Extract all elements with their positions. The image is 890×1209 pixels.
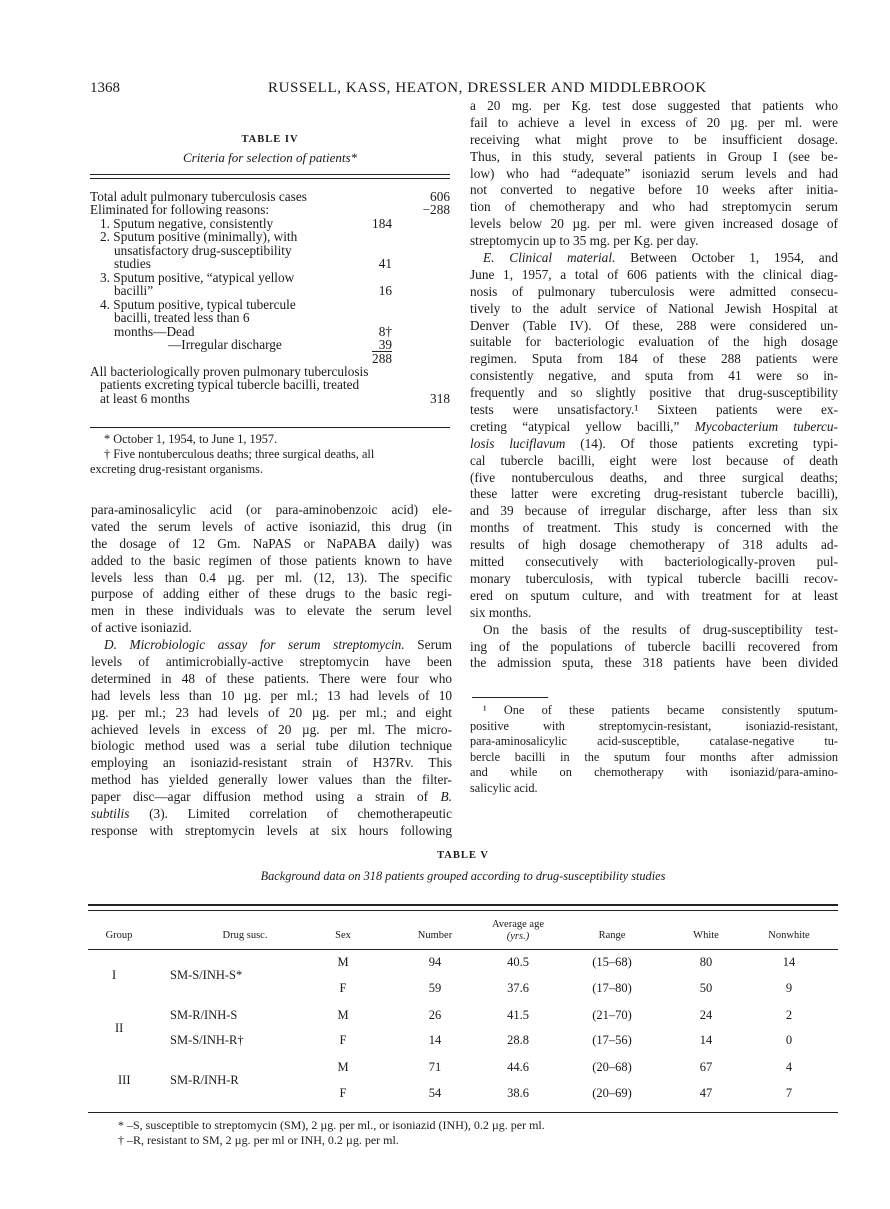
subtotal-value: 8† bbox=[378, 323, 392, 339]
text-line: para-aminosalicylic acid-susceptible, catalase-negative tu- bbox=[470, 734, 838, 749]
text-line: employing an isoniazid-resistant strain of H37Rv. This bbox=[91, 755, 452, 771]
text-line: vated the serum levels of active isoniazid, this drug (in bbox=[91, 518, 452, 534]
text-line: para-aminosalicylic acid (or para-aminobenzoic acid) ele- bbox=[91, 502, 452, 517]
table-row bbox=[90, 338, 450, 352]
cell-avg-age: 41.5 bbox=[507, 1008, 529, 1022]
cell-avg-age: 28.8 bbox=[507, 1033, 529, 1047]
text-line: the admission sputa, these 318 patients have been divided bbox=[470, 655, 838, 671]
text-line: regimen. Sputa from 184 of these 288 patients were bbox=[470, 351, 838, 367]
text-line: fail to achieve a level in excess of 20 µg. per ml. were bbox=[470, 114, 838, 130]
table-iv-caption: Criteria for selection of patients* bbox=[182, 150, 358, 165]
col-header-nonwhite: Nonwhite bbox=[768, 930, 810, 941]
text: Serum bbox=[404, 637, 453, 653]
text-line: tively to the adult service of National Jewish Hospital at bbox=[470, 300, 838, 316]
italic-text: D. Microbiologic assay for serum streptomycin. bbox=[104, 637, 405, 653]
subtotal-value: 288 bbox=[372, 351, 392, 367]
cell-avg-age: 38.6 bbox=[507, 1086, 529, 1100]
cell-nonwhite: 4 bbox=[785, 1060, 793, 1074]
text-line: ered on sputum culture, and with treatment for at least bbox=[470, 587, 838, 603]
subtotal-value: 184 bbox=[372, 215, 392, 231]
drug-susceptibility: SM-S/INH-R† bbox=[170, 1033, 244, 1047]
text-line bbox=[91, 789, 452, 806]
cell-white: 24 bbox=[699, 1008, 713, 1022]
text-line: tion of chemotherapy and who had streptomycin serum bbox=[470, 199, 838, 215]
italic-text: E. Clinical material. bbox=[483, 250, 616, 266]
text-line: Denver (Table IV). Of these, 288 were considered un- bbox=[470, 317, 838, 333]
cell-nonwhite: 14 bbox=[782, 955, 796, 969]
cell-sex: M bbox=[337, 1060, 349, 1074]
cell-number: 71 bbox=[428, 1060, 442, 1074]
italic-text: B. bbox=[440, 789, 452, 805]
text-line: frequently and so slightly positive that drug-susceptibility bbox=[470, 385, 838, 401]
cell-nonwhite: 7 bbox=[785, 1086, 793, 1100]
table-v-footnotes bbox=[118, 1118, 545, 1147]
row-label: Eliminated for following reasons: bbox=[90, 202, 270, 218]
paragraph bbox=[470, 703, 838, 797]
cell-nonwhite: 2 bbox=[785, 1008, 793, 1022]
text-line: months of treatment. This study is concerned with the bbox=[470, 520, 838, 536]
text-line: µg. per ml.; 23 had levels of 20 µg. per ml.; and eight bbox=[91, 704, 452, 720]
drug-susceptibility: SM-R/INH-R bbox=[170, 1073, 239, 1087]
cell-range: (15–68) bbox=[592, 955, 632, 969]
cell-avg-age: 37.6 bbox=[507, 981, 529, 995]
col-header-group: Group bbox=[105, 930, 133, 941]
paragraph bbox=[470, 250, 838, 622]
cell-sex: F bbox=[339, 981, 347, 995]
italic-text: losis luciflavum bbox=[470, 435, 566, 451]
text-line: achieved levels in excess of 20 µg. per ml. The micro- bbox=[91, 721, 452, 737]
table-iv-label: TABLE IV bbox=[241, 134, 299, 145]
cell-nonwhite: 0 bbox=[785, 1033, 793, 1047]
paragraph bbox=[470, 622, 838, 673]
table-v-bottom-rule bbox=[88, 1112, 838, 1113]
total-value: 606 bbox=[430, 189, 450, 204]
table-row bbox=[90, 392, 450, 406]
row-label: —Irregular discharge bbox=[168, 336, 282, 352]
table-v-top-rule-2 bbox=[88, 910, 838, 911]
cell-sex: F bbox=[339, 1086, 347, 1100]
text-line: ¹ One of these patients became consistently sputum- bbox=[483, 703, 838, 717]
text-line: bercle bacilli in the sputum four months after admission bbox=[470, 749, 838, 764]
text-line: (five nontuberculous deaths, and three surgical deaths; bbox=[470, 469, 838, 485]
text-line: levels of antimicrobially-active streptomycin have been bbox=[91, 654, 452, 670]
text-line: not converted to negative before 10 weeks after initia- bbox=[470, 182, 838, 198]
row-label: at least 6 months bbox=[100, 390, 190, 406]
row-label: 4. Sputum positive, typical tubercule bbox=[100, 296, 296, 312]
footnote: * –S, susceptible to streptomycin (SM), 2 µg. per ml., or isoniazid (INH), 0.2 µg. per ml. bbox=[118, 1118, 545, 1132]
table-v-label: TABLE V bbox=[437, 850, 489, 861]
subtotal-value: 41 bbox=[378, 256, 392, 272]
col-header-number: Number bbox=[417, 930, 453, 941]
text-line: had levels less than 10 µg. per ml.; 13 had levels of 10 bbox=[91, 687, 452, 703]
cell-range: (21–70) bbox=[592, 1008, 632, 1022]
col-header-range: Range bbox=[598, 930, 626, 941]
table-iv-bottom-rule bbox=[90, 427, 450, 428]
subtotal-value: 39 bbox=[378, 336, 392, 352]
cell-sex: M bbox=[337, 1008, 349, 1022]
group-label: I bbox=[112, 968, 117, 982]
running-title: RUSSELL, KASS, HEATON, DRESSLER AND MIDDLEBROOK bbox=[268, 80, 707, 96]
table-v-header-rule bbox=[88, 949, 838, 950]
text-line: method has yielded generally lower values than the filter- bbox=[91, 772, 452, 788]
text-line: men in these individuals was to elevate the serum level bbox=[91, 603, 452, 619]
text-line: levels below 20 µg. per ml. were given increased dosage of bbox=[470, 216, 838, 232]
total-value: −288 bbox=[422, 202, 450, 218]
text-line: receiving what might prove to be insufficient dosage. bbox=[470, 131, 838, 147]
text-line: consistently negative, and sputa from 41 were so in- bbox=[470, 368, 838, 384]
row-label: Total adult pulmonary tuberculosis cases bbox=[90, 189, 307, 204]
footnote: excreting drug-resistant organisms. bbox=[90, 462, 263, 476]
cell-white: 47 bbox=[699, 1086, 713, 1100]
cell-white: 14 bbox=[699, 1033, 713, 1047]
text-line: results of high dosage chemotherapy of 318 adults ad- bbox=[470, 537, 838, 553]
footnote: * October 1, 1954, to June 1, 1957. bbox=[104, 432, 278, 446]
paragraph bbox=[91, 502, 452, 637]
text-line bbox=[91, 806, 452, 823]
footnote: † –R, resistant to SM, 2 µg. per ml or INH, 0.2 µg. per ml. bbox=[118, 1132, 399, 1147]
text-line bbox=[470, 419, 838, 436]
col-header-sex: Sex bbox=[335, 930, 351, 941]
text-line: and 39 because of irregular discharge, after less than six bbox=[470, 503, 838, 519]
drug-susceptibility: SM-R/INH-S bbox=[170, 1008, 238, 1022]
footnote: † Five nontuberculous deaths; three surgical deaths, all bbox=[104, 447, 375, 461]
text-line: six months. bbox=[470, 604, 532, 620]
cell-sex: F bbox=[339, 1033, 347, 1047]
paragraph bbox=[470, 98, 838, 250]
row-label: studies bbox=[114, 256, 151, 272]
text-line: and while on chemotherapy with isoniazid/para-amino- bbox=[470, 765, 838, 780]
row-label: bacilli” bbox=[114, 283, 154, 299]
col-header-white: White bbox=[693, 930, 719, 941]
text-line: the dosage of 12 Gm. NaPAS or NaPABA daily) was bbox=[91, 535, 452, 551]
text-line: ing of the populations of tubercle bacilli recovered from bbox=[470, 638, 838, 654]
cell-white: 67 bbox=[699, 1060, 713, 1074]
table-iv-top-rule-2 bbox=[90, 178, 450, 179]
cell-range: (17–80) bbox=[592, 981, 632, 995]
row-label: bacilli, treated less than 6 bbox=[114, 310, 250, 326]
row-label: 2. Sputum positive (minimally), with bbox=[100, 229, 298, 245]
table-v-caption: Background data on 318 patients grouped according to drug-susceptibility studies bbox=[260, 869, 666, 883]
text-line: a 20 mg. per Kg. test dose suggested that patients who bbox=[470, 98, 838, 113]
text-line: suitable for bacteriologic evaluation of the high dosage bbox=[470, 334, 838, 350]
text-line: these latter were excreting drug-resistant tubercle bacilli), bbox=[470, 486, 838, 502]
cell-avg-age: 40.5 bbox=[507, 955, 529, 969]
text-line: positive with streptomycin-resistant, isoniazid-resistant, bbox=[470, 718, 838, 733]
text-line: cal tubercle bacilli, eight were lost because of death bbox=[470, 452, 838, 468]
subtotal-value: 16 bbox=[378, 283, 392, 299]
row-label: 1. Sputum negative, consistently bbox=[100, 215, 274, 231]
text-line: tests were unsatisfactory.¹ Sixteen patients were ex- bbox=[470, 402, 838, 418]
text: paper disc—agar diffusion method using a strain of bbox=[91, 789, 441, 805]
text-line: Thus, in this study, several patients in Group I (see be- bbox=[470, 148, 838, 164]
cell-white: 50 bbox=[699, 981, 713, 995]
cell-number: 59 bbox=[428, 981, 442, 995]
text-line bbox=[470, 250, 838, 267]
row-label: patients excreting typical tubercle bacilli, treated bbox=[100, 377, 360, 393]
group-label: II bbox=[115, 1020, 124, 1035]
right-column-text bbox=[470, 98, 838, 672]
text-line: added to the basic regimen of those patients known to have bbox=[91, 552, 452, 568]
cell-avg-age: 44.6 bbox=[507, 1060, 529, 1074]
text-line bbox=[91, 637, 452, 654]
cell-number: 94 bbox=[428, 955, 442, 969]
text-line: of active isoniazid. bbox=[91, 620, 192, 636]
cell-sex: M bbox=[337, 955, 349, 969]
cell-white: 80 bbox=[699, 955, 713, 969]
drug-susceptibility: SM-S/INH-S* bbox=[170, 968, 243, 982]
italic-text: Mycobacterium tubercu- bbox=[694, 418, 838, 434]
text-line: response with streptomycin levels at six hours following bbox=[91, 822, 452, 838]
table-iv-footnotes bbox=[90, 432, 452, 477]
table-iv-top-rule bbox=[90, 174, 450, 175]
text-line: monary tuberculosis, with typical tubercle bacilli recov- bbox=[470, 570, 838, 586]
cell-range: (20–69) bbox=[592, 1086, 632, 1100]
group-label: III bbox=[118, 1073, 131, 1087]
left-column-text bbox=[91, 502, 452, 840]
cell-number: 14 bbox=[428, 1033, 442, 1047]
text-line: streptomycin up to 35 mg. per Kg. per day. bbox=[470, 233, 699, 249]
text: (3). Limited correlation of chemotherapeutic bbox=[129, 806, 452, 822]
text: (14). Of those patients excreting typi- bbox=[565, 435, 838, 451]
row-label: months—Dead bbox=[114, 323, 195, 339]
right-column-footnote bbox=[470, 703, 838, 797]
row-label: 3. Sputum positive, “atypical yellow bbox=[100, 269, 295, 285]
text-line: levels less than 0.4 µg. per ml. (12, 13). The specific bbox=[91, 569, 452, 585]
cell-range: (20–68) bbox=[592, 1060, 632, 1074]
cell-number: 54 bbox=[428, 1086, 442, 1100]
row-label: unsatisfactory drug-susceptibility bbox=[114, 242, 292, 258]
cell-number: 26 bbox=[428, 1008, 442, 1022]
text-line: On the basis of the results of drug-susceptibility test- bbox=[483, 621, 838, 637]
total-value: 318 bbox=[430, 390, 450, 406]
text-line: salicylic acid. bbox=[470, 780, 538, 795]
footnote-separator bbox=[472, 697, 548, 698]
text-line: determined in 48 of these patients. There were four who bbox=[91, 670, 452, 686]
col-header-drug: Drug susc. bbox=[222, 930, 268, 941]
text-line: June 1, 1957, a total of 606 patients with the clinical diag- bbox=[470, 266, 838, 282]
text-line: nosis of pulmonary tuberculosis were admitted consecu- bbox=[470, 283, 838, 299]
col-header-avg-age-unit: (yrs.) bbox=[506, 931, 530, 942]
text-line: purpose of adding either of these drugs to the basic regi- bbox=[91, 586, 452, 602]
text-line: low) who had “adequate” isoniazid serum levels and had bbox=[470, 165, 838, 181]
text: Between October 1, 1954, and bbox=[615, 250, 838, 266]
table-v-top-rule bbox=[88, 904, 838, 906]
page-number: 1368 bbox=[90, 80, 120, 96]
text-line bbox=[470, 436, 838, 453]
cell-range: (17–56) bbox=[592, 1033, 632, 1047]
text-line: biologic method used was a serial tube dilution technique bbox=[91, 738, 452, 754]
text: creting “atypical yellow bacilli,” bbox=[470, 418, 695, 434]
table-row bbox=[90, 311, 450, 325]
row-label: All bacteriologically proven pulmonary tuberculosis bbox=[90, 363, 369, 379]
text-line: mitted consecutively with bacteriologically-proven pul- bbox=[470, 554, 838, 570]
cell-nonwhite: 9 bbox=[785, 981, 793, 995]
col-header-avg-age: Average age bbox=[492, 919, 544, 930]
paragraph bbox=[91, 637, 452, 840]
italic-text: subtilis bbox=[91, 806, 130, 822]
